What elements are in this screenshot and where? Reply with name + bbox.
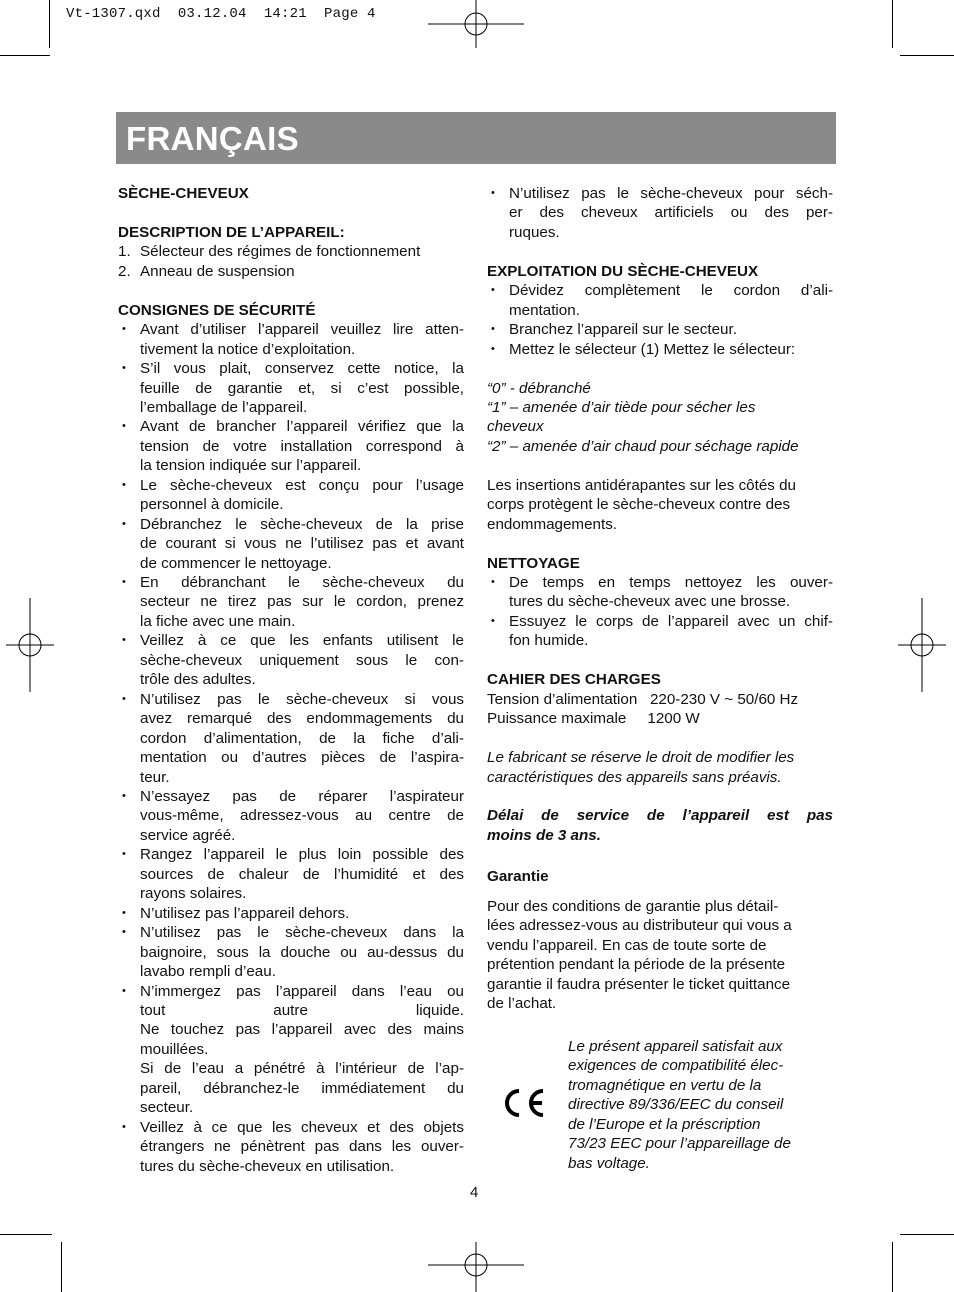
bullet-line: • S’il vous plait, conservez cette notice, la <box>140 360 464 378</box>
bullet-item <box>487 320 833 339</box>
specs-lines <box>487 690 833 729</box>
right-column <box>487 184 833 1013</box>
bullet-line: pareil, débranchez-le immédiatement du <box>140 1079 464 1097</box>
bullet-line: baignoire, sous la douche ou au-dessus du <box>140 943 464 961</box>
bullet-line: service agréé. <box>140 826 236 844</box>
bullet-line: • Essuyez le corps de l’appareil avec un chif- <box>509 612 833 630</box>
bullet-line: ruques. <box>509 223 560 241</box>
text-line: vendu l’appareil. En cas de toute sorte de <box>487 936 767 954</box>
bullet-line: avez remarqué des endommagements du <box>140 710 464 728</box>
bullet-line: tout autre liquide. <box>140 1002 464 1019</box>
bullet-line: mentation ou d’autres pièces de l’aspira- <box>140 749 464 767</box>
text-line: “2” – amenée d’air chaud pour séchage rapide <box>487 437 799 455</box>
bullet-line: • En débranchant le sèche-cheveux du <box>140 574 464 592</box>
cleaning-list <box>487 573 833 651</box>
bullet-line: fon humide. <box>509 632 589 650</box>
text-line: garantie il faudra présenter le ticket quittance <box>487 975 791 993</box>
text-line: exigences de compatibilité élec- <box>568 1057 784 1075</box>
exploitation-list <box>487 281 833 359</box>
bullet-line: tures du sèche-cheveux avec une brosse. <box>509 593 791 611</box>
list-item: 2. Anneau de suspension <box>118 262 295 280</box>
print-slug: Vt-1307.qxd 03.12.04 14:21 Page 4 <box>66 6 376 22</box>
bullet-item <box>118 923 464 981</box>
bullet-item <box>118 690 464 787</box>
text-line: de l’Europe et la préscription <box>568 1115 761 1133</box>
bullet-line: • Avant de brancher l’appareil vérifiez que la <box>140 418 464 436</box>
service-life-note <box>487 806 833 845</box>
bullet-item <box>487 281 833 320</box>
bullet-line: tures du sèche-cheveux en utilisation. <box>140 1157 395 1175</box>
bullet-item <box>118 904 464 923</box>
bullet-line: rayons solaires. <box>140 885 247 903</box>
exploitation-heading: EXPLOITATION DU SÈCHE-CHEVEUX <box>487 262 759 280</box>
bullet-line: la tension indiquée sur l’appareil. <box>140 457 362 475</box>
bullet-line: Ne touchez pas l’appareil avec des mains <box>140 1021 464 1039</box>
description-heading: DESCRIPTION DE L’APPAREIL: <box>118 223 345 241</box>
bullet-line: tension de votre installation correspond à <box>140 437 464 455</box>
text-line: Délai de service de l’appareil est pas <box>487 807 833 825</box>
bullet-item <box>118 982 464 1118</box>
bullet-line: tivement la notice d’exploitation. <box>140 340 356 358</box>
text-line: corps protègent le sèche-cheveux contre des <box>487 496 791 514</box>
text-line: “1” – amenée d’air tiède pour sécher les <box>487 398 756 416</box>
bullet-line: mouillées. <box>140 1040 209 1058</box>
bullet-line: secteur ne tirez pas sur le cordon, prenez <box>140 593 464 611</box>
bullet-item <box>487 573 833 612</box>
manufacturer-note <box>487 748 833 787</box>
description-list <box>118 242 464 281</box>
text-line: caractéristiques des appareils sans préavis. <box>487 768 782 786</box>
text-line: tromagnétique en vertu de la <box>568 1076 762 1094</box>
bullet-line: mentation. <box>509 301 580 319</box>
text-line: endommagements. <box>487 515 618 533</box>
bullet-line: • Le sèche-cheveux est conçu pour l’usage <box>140 476 464 494</box>
ce-mark-icon <box>499 1083 547 1123</box>
text-line: Le présent appareil satisfait aux <box>568 1038 783 1055</box>
cleaning-heading: NETTOYAGE <box>487 554 580 572</box>
bullet-line: cordon d’alimentation, de la fiche d’ali- <box>140 729 464 747</box>
bullet-line: • Rangez l’appareil le plus loin possible des <box>140 846 464 864</box>
bullet-item <box>118 359 464 417</box>
ce-compliance-block <box>487 1037 837 1177</box>
text-line: Tension d’alimentation 220-230 V ~ 50/60 Hz <box>487 690 799 708</box>
safety-heading: CONSIGNES DE SÉCURITÉ <box>118 301 316 319</box>
text-line: prétention pendant la période de la présente <box>487 956 786 974</box>
text-line: Pour des conditions de garantie plus détail- <box>487 897 779 915</box>
bullet-item <box>118 320 464 359</box>
bullet-line: • N’essayez pas de réparer l’aspirateur <box>140 788 464 806</box>
bullet-line: vous-même, adressez-vous au centre de <box>140 807 464 825</box>
text-line: de l’achat. <box>487 995 557 1013</box>
left-column <box>118 184 464 1176</box>
bullet-line: • N’utilisez pas le sèche-cheveux pour séch- <box>509 185 833 202</box>
bullet-line: sèche-cheveux uniquement sous le con- <box>140 651 464 669</box>
bullet-line: • De temps en temps nettoyez les ouver- <box>509 574 833 591</box>
bullet-item <box>118 573 464 631</box>
text-line: moins de 3 ans. <box>487 826 601 844</box>
text-line: lées adressez-vous au distributeur qui vous a <box>487 917 792 935</box>
bullet-line: er des cheveux artificiels ou des per- <box>509 204 833 222</box>
language-banner <box>116 112 836 164</box>
safety-list <box>118 320 464 1176</box>
text-line: Puissance maximale 1200 W <box>487 710 700 728</box>
list-item: 1. Sélecteur des régimes de fonctionnement <box>118 243 421 261</box>
page-number: 4 <box>470 1184 479 1201</box>
bullet-line: • Veillez à ce que les cheveux et des objets <box>140 1118 464 1136</box>
bullet-item <box>118 845 464 903</box>
bullet-line: trôle des adultes. <box>140 671 256 689</box>
bullet-item <box>487 184 833 242</box>
bullet-line: l’emballage de l’appareil. <box>140 398 308 416</box>
bullet-line: Si de l’eau a pénétré à l’intérieur de l’ap- <box>140 1060 464 1078</box>
bullet-line: de courant si vous ne l’utilisez pas et avant <box>140 535 464 553</box>
bullet-item <box>118 476 464 515</box>
selector-modes <box>487 379 833 457</box>
bullet-line: • N’utilisez pas le sèche-cheveux si vous <box>140 690 464 708</box>
text-line: Le fabricant se réserve le droit de modifier les <box>487 749 795 767</box>
banner-title: FRANÇAIS <box>126 120 299 157</box>
bullet-line: de commencer le nettoyage. <box>140 554 332 572</box>
bullet-line: • Débranchez le sèche-cheveux de la prise <box>140 515 464 533</box>
text-line: Les insertions antidérapantes sur les côtés du <box>487 476 796 494</box>
bullet-line: • Branchez l’appareil sur le secteur. <box>509 321 737 339</box>
product-title: SÈCHE-CHEVEUX <box>118 185 249 202</box>
bullet-line: étrangers ne pénètrent pas dans les ouver- <box>140 1138 464 1156</box>
bullet-item <box>118 631 464 689</box>
bullet-item <box>487 612 833 651</box>
bullet-item <box>487 340 833 359</box>
bullet-line: • Dévidez complètement le cordon d’ali- <box>509 282 833 300</box>
bullet-line: teur. <box>140 768 170 786</box>
specs-heading: CAHIER DES CHARGES <box>487 671 661 689</box>
bullet-line: la fiche avec une main. <box>140 612 296 630</box>
text-line: “0” - débranché <box>487 379 591 397</box>
bullet-item <box>118 787 464 845</box>
bullet-item <box>118 1118 464 1176</box>
insertions-paragraph <box>487 476 833 534</box>
guarantee-paragraph <box>487 897 833 1014</box>
guarantee-heading: Garantie <box>487 868 549 886</box>
bullet-line: secteur. <box>140 1099 194 1117</box>
bullet-line: • Veillez à ce que les enfants utilisent le <box>140 632 464 650</box>
ce-compliance-text <box>568 1037 791 1173</box>
bullet-item <box>118 515 464 573</box>
bullet-item <box>118 417 464 475</box>
bullet-line: • N’immergez pas l’appareil dans l’eau ou <box>140 982 464 1000</box>
bullet-line: • Avant d’utiliser l’appareil veuillez lire atten- <box>140 321 464 339</box>
text-line: directive 89/336/EEC du conseil <box>568 1096 784 1114</box>
bullet-line: personnel à domicile. <box>140 496 284 514</box>
bullet-line: • Mettez le sélecteur (1) Mettez le sélecteur: <box>509 340 796 358</box>
bullet-line: sources de chaleur de l’humidité et des <box>140 865 464 883</box>
text-line: bas voltage. <box>568 1154 650 1172</box>
bullet-line: • N’utilisez pas le sèche-cheveux dans la <box>140 924 464 942</box>
bullet-line: feuille de garantie et, si c’est possible, <box>140 379 464 397</box>
artificial-hair-warning <box>487 184 833 242</box>
text-line: cheveux <box>487 418 544 436</box>
text-line: 73/23 EEC pour l’appareillage de <box>568 1135 791 1153</box>
bullet-line: • N’utilisez pas l’appareil dehors. <box>140 904 350 922</box>
bullet-line: lavabo rempli d’eau. <box>140 963 276 981</box>
